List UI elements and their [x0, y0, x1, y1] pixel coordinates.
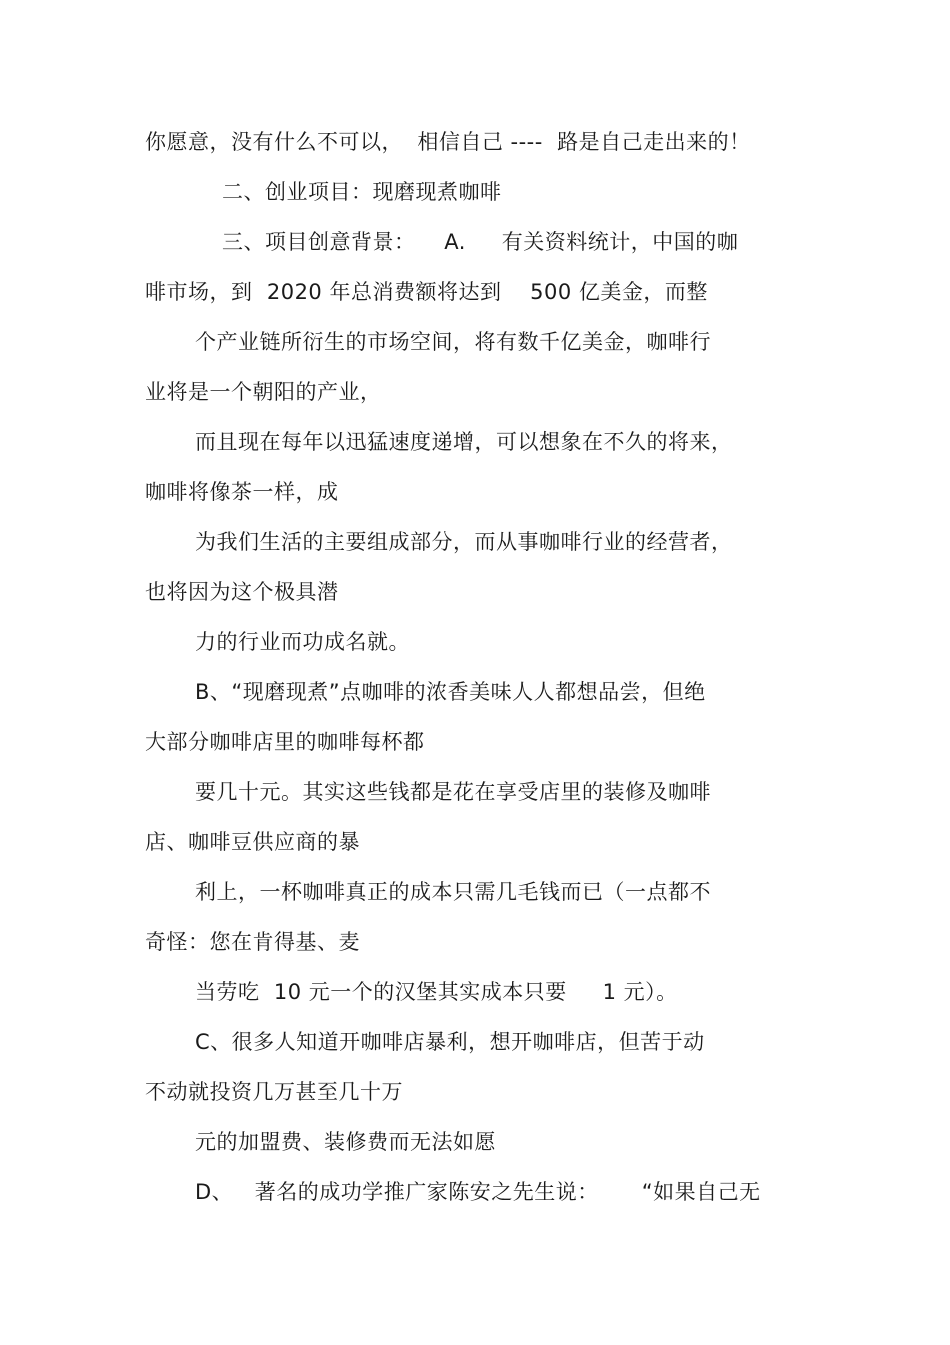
text-line: 元的加盟费、装修费而无法如愿	[195, 1130, 496, 1154]
section-heading: 三、项目创意背景： A. 有关资料统计，中国的咖	[222, 230, 739, 254]
text-line: 业将是一个朝阳的产业，	[145, 380, 382, 404]
text-line: 大部分咖啡店里的咖啡每杯都	[145, 730, 425, 754]
text-line: B、“现磨现煮”点咖啡的浓香美味人人都想品尝，但绝	[195, 680, 706, 704]
text-line: 啡市场，到 2020 年总消费额将达到 500 亿美金，而整	[145, 280, 708, 304]
text-line: 当劳吃 10 元一个的汉堡其实成本只要 1 元）。	[195, 980, 678, 1004]
text-line: 你愿意，没有什么不可以， 相信自己 ---- 路是自己走出来的！	[145, 130, 751, 154]
text-line: D、 著名的成功学推广家陈安之先生说： “如果自己无	[195, 1180, 761, 1204]
text-line: 也将因为这个极具潜	[145, 580, 339, 604]
section-heading: 二、创业项目：现磨现煮咖啡	[222, 180, 502, 204]
text-line: 为我们生活的主要组成部分，而从事咖啡行业的经营者，	[195, 530, 733, 554]
text-line: 而且现在每年以迅猛速度递增，可以想象在不久的将来，	[195, 430, 733, 454]
text-line: 奇怪：您在肯得基、麦	[145, 930, 360, 954]
text-line: 力的行业而功成名就。	[195, 630, 410, 654]
text-line: 店、咖啡豆供应商的暴	[145, 830, 360, 854]
text-line: C、很多人知道开咖啡店暴利，想开咖啡店，但苦于动	[195, 1030, 705, 1054]
text-line: 咖啡将像茶一样，成	[145, 480, 339, 504]
text-line: 利上，一杯咖啡真正的成本只需几毛钱而已（一点都不	[195, 880, 711, 904]
text-line: 不动就投资几万甚至几十万	[145, 1080, 403, 1104]
text-line: 个产业链所衍生的市场空间，将有数千亿美金，咖啡行	[195, 330, 711, 354]
text-line: 要几十元。其实这些钱都是花在享受店里的装修及咖啡	[195, 780, 711, 804]
